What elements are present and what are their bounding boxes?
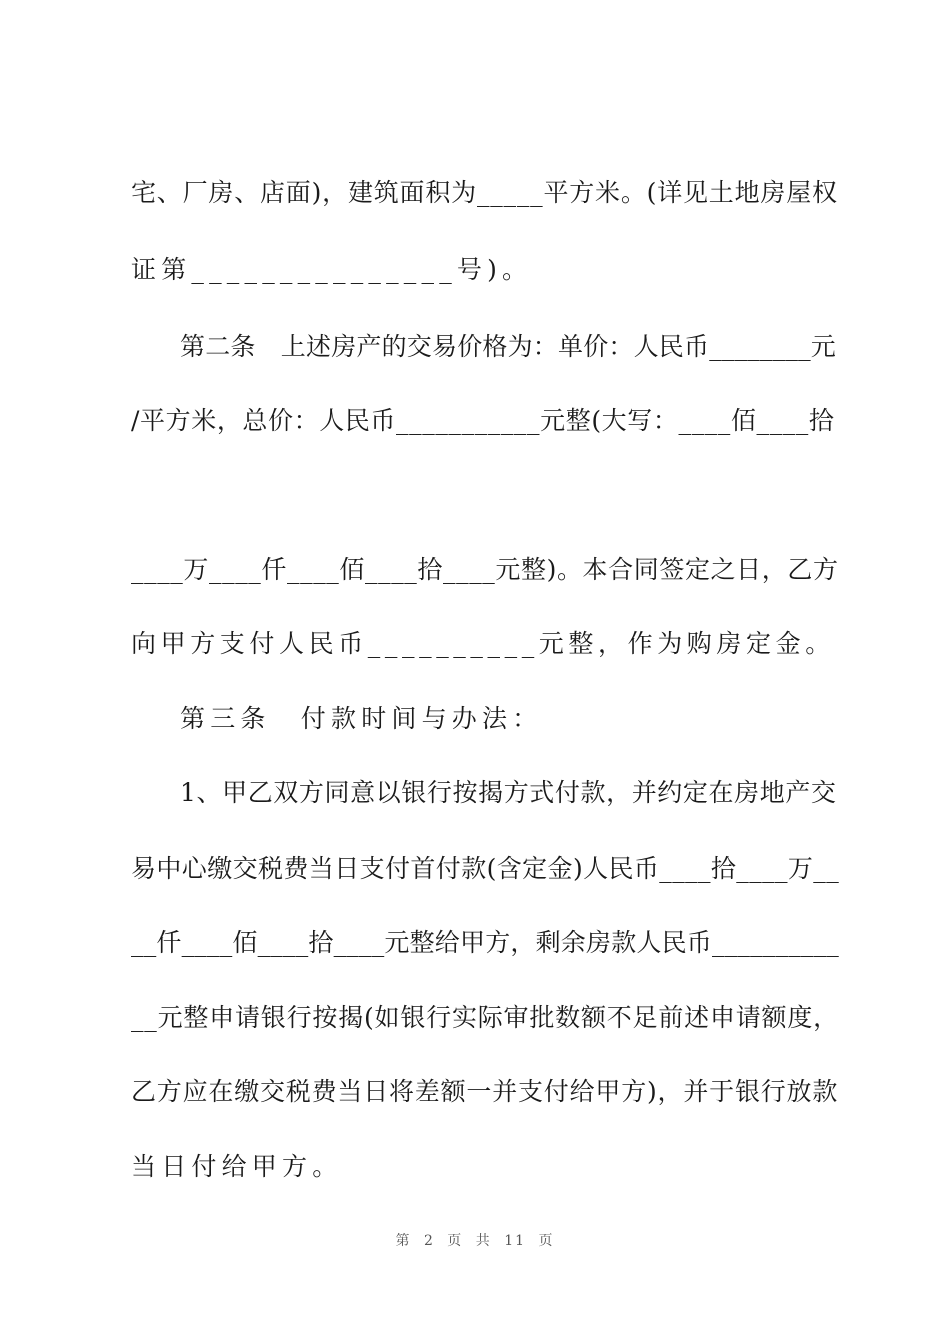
text-line-10: __仟____佰____拾____元整给甲方，剩余房款人民币__________ <box>131 928 840 957</box>
text-line-1: 宅、厂房、店面)，建筑面积为_____平方米。(详见土地房屋权 <box>131 178 838 207</box>
text-line-2: 证第_______________号)。 <box>131 255 533 284</box>
text-line-4: /平方米，总价：人民币___________元整(大写：____佰____拾 <box>131 406 835 435</box>
text-line-9: 易中心缴交税费当日支付首付款(含定金)人民币____拾____万__ <box>131 854 840 883</box>
article-2-heading-line: 第二条 上述房产的交易价格为：单价：人民币________元 <box>180 332 837 361</box>
article-3-heading: 第三条 付款时间与办法： <box>180 704 543 733</box>
clause-1-line: 1、甲乙双方同意以银行按揭方式付款，并约定在房地产交 <box>180 778 837 807</box>
text-line-12: 乙方应在缴交税费当日将差额一并支付给甲方)，并于银行放款 <box>131 1077 839 1106</box>
text-line-11: __元整申请银行按揭(如银行实际审批数额不足前述申请额度， <box>131 1003 839 1032</box>
page-number-footer: 第 2 页 共 11 页 <box>395 1233 555 1249</box>
text-line-6: 向甲方支付人民币__________元整，作为购房定金。 <box>131 629 835 658</box>
text-line-5: ____万____仟____佰____拾____元整)。本合同签定之日，乙方 <box>131 555 839 584</box>
text-line-13: 当日付给甲方。 <box>131 1152 343 1181</box>
